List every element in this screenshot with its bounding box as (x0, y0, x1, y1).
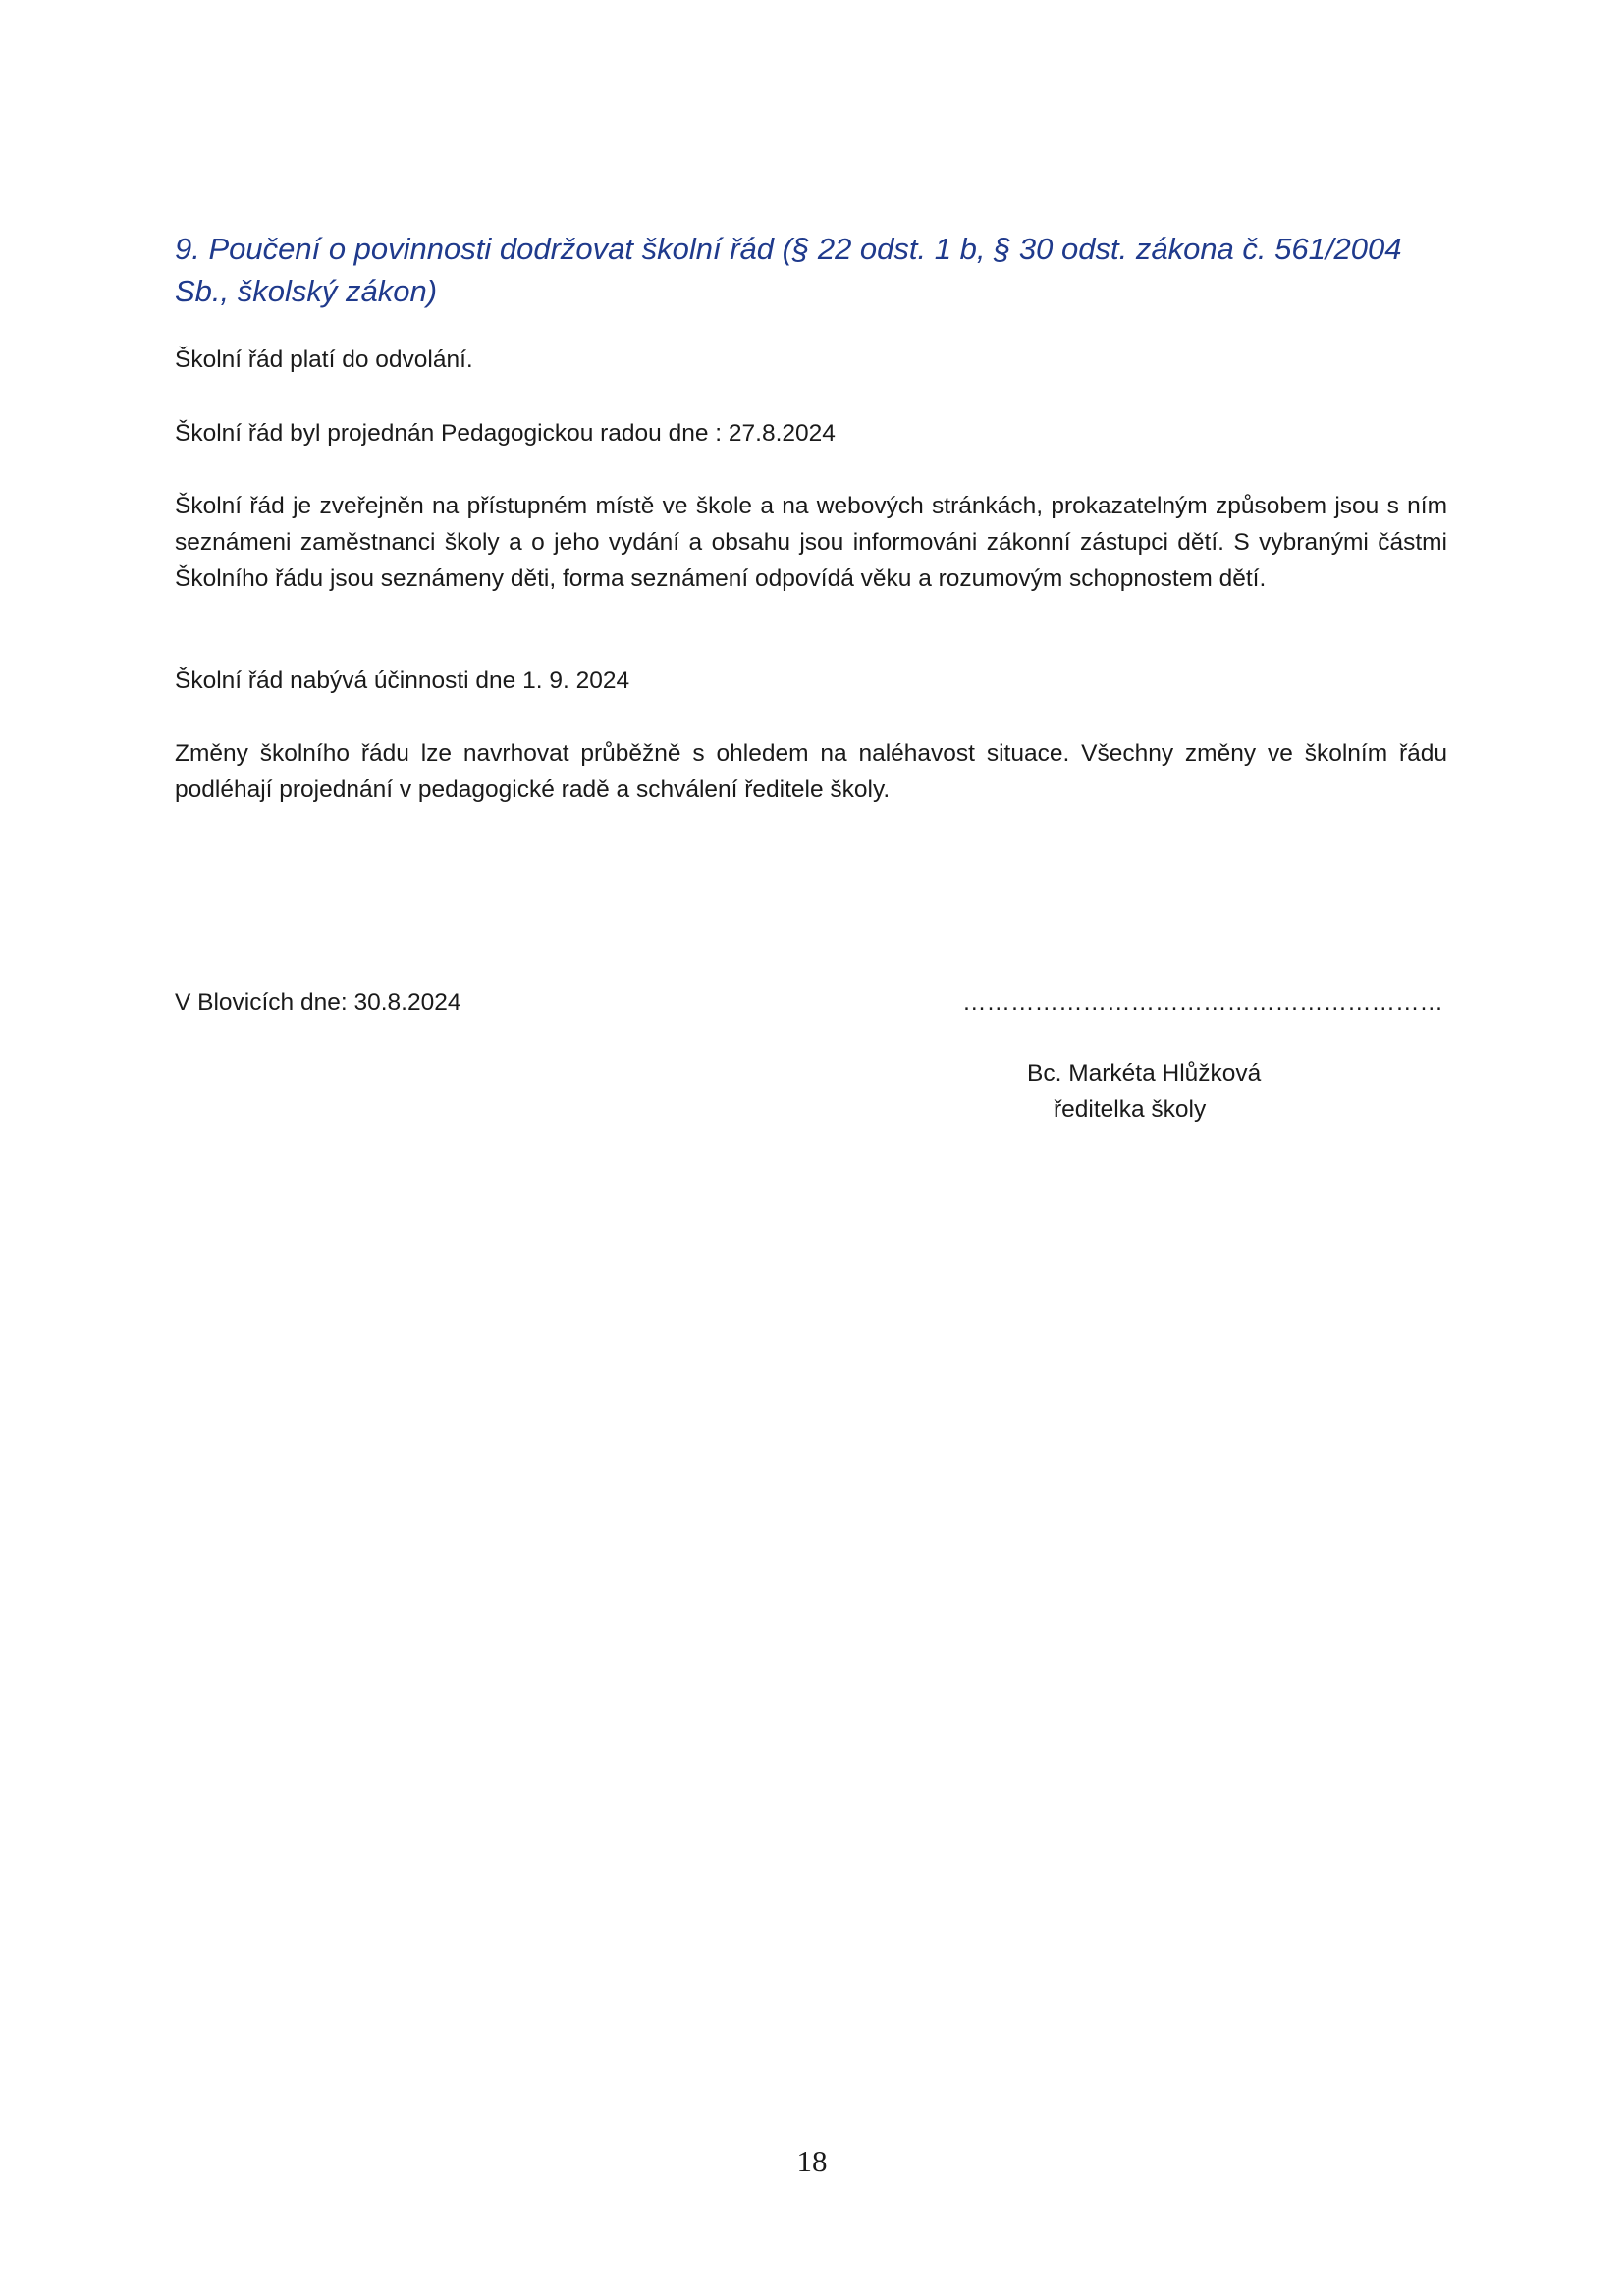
place-and-date: V Blovicích dne: 30.8.2024 (175, 989, 461, 1016)
paragraph-publication: Školní řád je zveřejněn na přístupném místě ve škole a na webových stránkách, prokazatelným způsobem jsou s ním seznámeni zaměstnanci školy a o jeho vydání a obsahu jsou informováni zákonní zástupci dětí. S vybranými částmi Školního řádu jsou seznámeny děti, forma seznámení odpovídá věku a rozumovým schopnostem dětí. (175, 493, 1447, 592)
page-number: 18 (796, 2144, 828, 2178)
signature-line: …………………………………………………… (962, 989, 1443, 1016)
paragraph-effective-date: Školní řád nabývá účinnosti dne 1. 9. 2024 (175, 667, 630, 694)
paragraph-changes: Změny školního řádu lze navrhovat průběžně s ohledem na naléhavost situace. Všechny změny ve školním řádu podléhají projednání v pedagogické radě a schválení ředitele školy. (175, 740, 1447, 803)
section-heading: 9. Poučení o povinnosti dodržovat školní řád (§ 22 odst. 1 b, § 30 odst. zákona č. 561/2004 Sb., školský zákon) (175, 232, 1402, 308)
paragraph-approval: Školní řád byl projednán Pedagogickou radou dne : 27.8.2024 (175, 420, 836, 447)
paragraph-validity: Školní řád platí do odvolání. (175, 347, 473, 373)
signatory-title: ředitelka školy (1054, 1096, 1207, 1123)
signatory-name: Bc. Markéta Hlůžková (1027, 1060, 1262, 1087)
